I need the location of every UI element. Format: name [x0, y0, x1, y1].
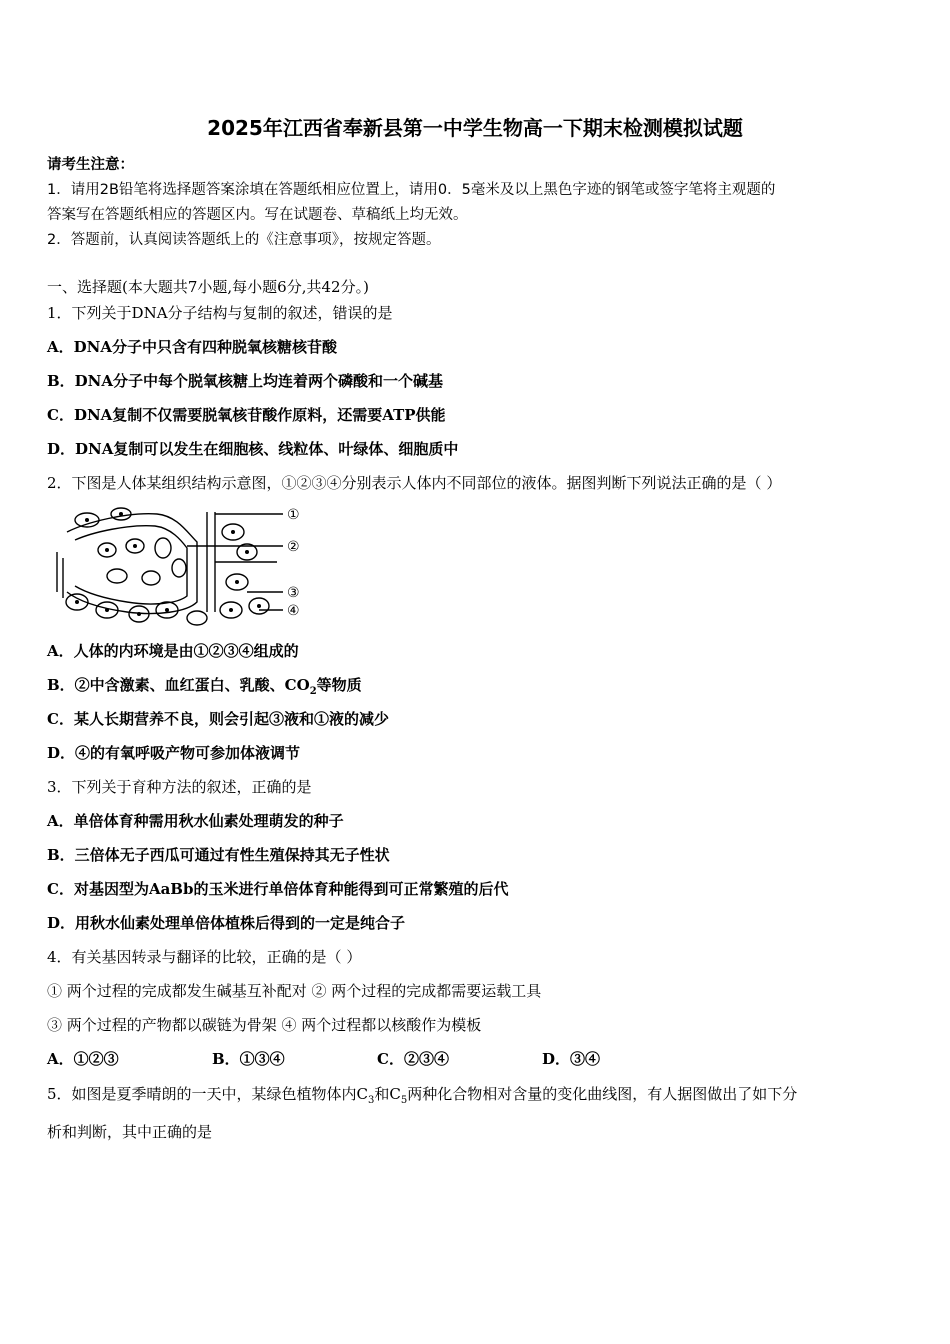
q2-option-b-text: B．②中含激素、血红蛋白、乳酸、CO — [47, 676, 310, 694]
q3-option-b: B．三倍体无子西瓜可通过有性生殖保持其无子性状 — [47, 846, 390, 864]
q5-stem-line-2: 析和判断，其中正确的是 — [47, 1123, 213, 1141]
q2-option-b — [47, 674, 362, 697]
tissue-structure-diagram — [47, 502, 309, 628]
notice-item-1: 1．请用2B铅笔将选择题答案涂填在答题纸相应位置上，请用0．5毫米及以上黑色字迹的钢笔或签字笔将主观题的 — [47, 182, 776, 198]
figure-label-4: ④ — [287, 603, 300, 619]
q4-statements-1: ① 两个过程的完成都发生碱基互补配对 ② 两个过程的完成都需要运载工具 — [47, 982, 542, 1000]
q4-option-c: C．②③④ — [377, 1050, 449, 1068]
notice-item-1-cont: 答案写在答题纸相应的答题区内。写在试题卷、草稿纸上均无效。 — [47, 207, 468, 223]
q3-option-c: C．对基因型为AaBb的玉米进行单倍体育种能得到可正常繁殖的后代 — [47, 880, 509, 898]
q3-option-a: A．单倍体育种需用秋水仙素处理萌发的种子 — [47, 812, 344, 830]
q1-option-b: B．DNA分子中每个脱氧核糖上均连着两个磷酸和一个碱基 — [47, 372, 444, 390]
notice-heading: 请考生注意： — [47, 157, 134, 173]
q5-stem-mid: 和C — [374, 1085, 401, 1103]
figure-label-2: ② — [287, 539, 300, 555]
q5-stem-text: 5．如图是夏季晴朗的一天中，某绿色植物体内C — [47, 1085, 369, 1103]
page-title: 2025年江西省奉新县第一中学生物高一下期末检测模拟试题 — [207, 116, 743, 140]
q4-stem: 4．有关基因转录与翻译的比较，正确的是（ ） — [47, 948, 362, 966]
q1-option-a: A．DNA分子中只含有四种脱氧核糖核苷酸 — [47, 338, 337, 356]
notice-item-2: 2．答题前，认真阅读答题纸上的《注意事项》，按规定答题。 — [47, 232, 441, 248]
q1-stem: 1．下列关于DNA分子结构与复制的叙述，错误的是 — [47, 304, 393, 322]
q5-stem-end: 两种化合物相对含量的变化曲线图，有人据图做出了如下分 — [407, 1085, 798, 1103]
q5-subscript-3: 3 — [368, 1095, 375, 1106]
figure-label-1: ① — [287, 507, 300, 523]
q2-stem: 2．下图是人体某组织结构示意图，①②③④分别表示人体内不同部位的液体。据图判断下列说法正确的是（ ） — [47, 474, 782, 492]
q2-option-a: A．人体的内环境是由①②③④组成的 — [47, 642, 299, 660]
q2-option-c: C．某人长期营养不良，则会引起③液和①液的减少 — [47, 710, 389, 728]
q4-statements-2: ③ 两个过程的产物都以碳链为骨架 ④ 两个过程都以核酸作为模板 — [47, 1016, 482, 1034]
q3-stem: 3．下列关于育种方法的叙述，正确的是 — [47, 778, 312, 796]
q4-option-a: A．①②③ — [47, 1050, 119, 1068]
q2-option-b-subscript: 2 — [309, 686, 317, 697]
figure-label-3: ③ — [287, 585, 300, 601]
q5-stem — [47, 1083, 797, 1106]
q4-option-b: B．①③④ — [212, 1050, 285, 1068]
section-heading: 一、选择题(本大题共7小题,每小题6分,共42分。) — [47, 278, 369, 296]
q1-option-d: D．DNA复制可以发生在细胞核、线粒体、叶绿体、细胞质中 — [47, 440, 459, 458]
q3-option-d: D．用秋水仙素处理单倍体植株后得到的一定是纯合子 — [47, 914, 406, 932]
q1-option-c: C．DNA复制不仅需要脱氧核苷酸作原料，还需要ATP供能 — [47, 406, 446, 424]
q2-option-d: D．④的有氧呼吸产物可参加体液调节 — [47, 744, 301, 762]
q2-option-b-text-end: 等物质 — [316, 676, 362, 694]
q5-subscript-5: 5 — [400, 1095, 408, 1106]
q4-option-d: D．③④ — [542, 1050, 601, 1068]
